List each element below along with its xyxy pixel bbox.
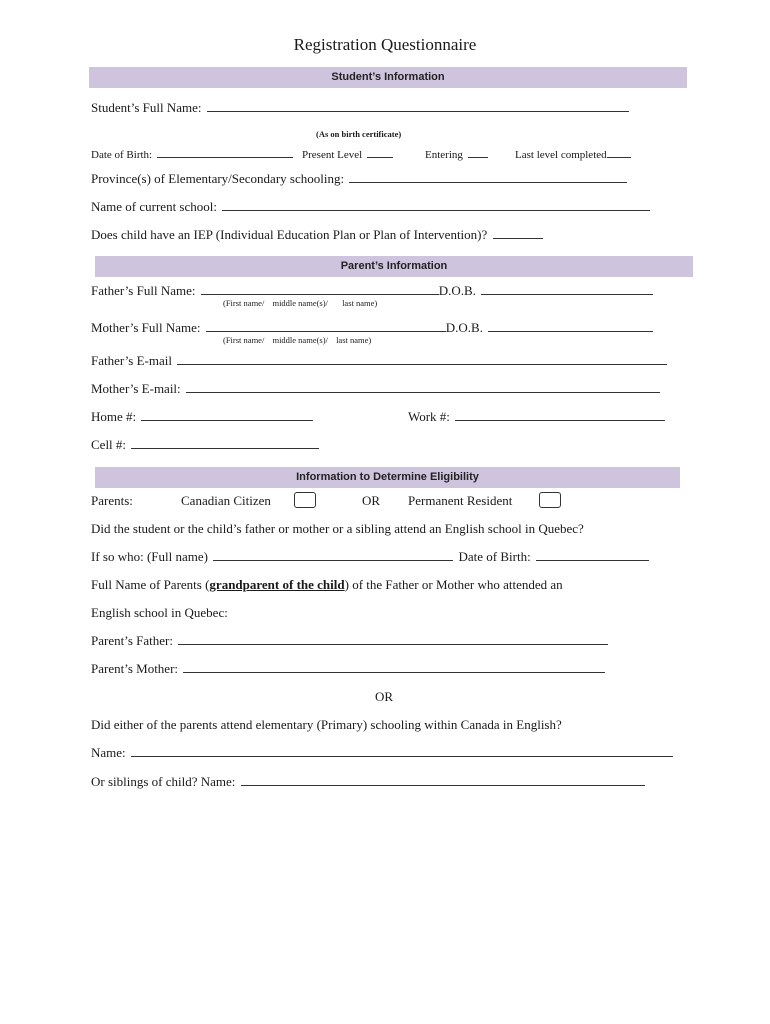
last-level-field[interactable] [607, 148, 631, 158]
canada-question: Did either of the parents attend elementary (Primary) schooling within Canada in English? [91, 717, 562, 732]
if-so-label: If so who: (Full name) [91, 549, 208, 564]
sub-last: last name) [342, 298, 378, 308]
iep-label: Does child have an IEP (Individual Education Plan or Plan of Intervention)? [91, 227, 488, 242]
student-full-name-field[interactable] [207, 100, 629, 112]
english-school-label: English school in Quebec: [91, 605, 228, 620]
if-so-dob-label: Date of Birth: [458, 549, 531, 564]
parents-label: Parents: [91, 493, 133, 508]
citizen-checkbox[interactable] [294, 492, 316, 508]
full-name-suffix: ) of the Father or Mother who attended an [344, 577, 563, 592]
father-email-field[interactable] [177, 353, 667, 365]
present-level-field[interactable] [367, 148, 393, 158]
if-so-field[interactable] [213, 549, 453, 561]
section-header-parent: Parent’s Information [95, 256, 693, 277]
full-name-prefix: Full Name of Parents ( [91, 577, 210, 592]
parents-father-label: Parent’s Father: [91, 633, 173, 648]
birth-certificate-note: (As on birth certificate) [316, 129, 402, 139]
last-level-row [515, 148, 631, 161]
dob-label: Date of Birth: [91, 149, 153, 161]
resident-label: Permanent Resident [408, 493, 513, 508]
siblings-field[interactable] [241, 774, 645, 786]
father-email-row [91, 353, 667, 369]
cell-phone-row [91, 437, 319, 453]
grandparent-text: grandparent of the child [209, 577, 345, 592]
sub-middle: middle name(s)/ [272, 298, 328, 308]
province-field[interactable] [349, 171, 627, 183]
parents-father-row [91, 633, 608, 649]
father-email-label: Father’s E-mail [91, 353, 172, 368]
or-label: OR [362, 493, 381, 508]
father-name-sub [223, 298, 377, 308]
mother-name-row [91, 320, 653, 336]
student-full-name-row [91, 100, 629, 116]
name-label: Name: [91, 745, 126, 760]
or-separator: OR [375, 689, 394, 704]
sub-last: last name) [336, 335, 372, 345]
province-label: Province(s) of Elementary/Secondary schooling: [91, 171, 345, 186]
work-phone-row [408, 409, 665, 425]
name-field[interactable] [131, 745, 673, 757]
section-header-eligibility: Information to Determine Eligibility [95, 467, 680, 488]
parents-mother-label: Parent’s Mother: [91, 661, 179, 676]
mother-email-field[interactable] [186, 381, 660, 393]
father-dob-field[interactable] [481, 283, 653, 295]
father-name-field[interactable] [201, 283, 439, 295]
citizen-label: Canadian Citizen [181, 493, 271, 508]
sub-first: (First name/ [223, 335, 265, 345]
mother-dob-label: D.O.B. [445, 320, 483, 335]
father-name-label: Father’s Full Name: [91, 283, 196, 298]
mother-email-row [91, 381, 660, 397]
entering-label: Entering [425, 149, 463, 161]
if-so-dob-field[interactable] [536, 549, 649, 561]
attend-question: Did the student or the child’s father or mother or a sibling attend an English school in Quebec? [91, 521, 584, 536]
cell-phone-label: Cell #: [91, 437, 127, 452]
current-school-row [91, 199, 650, 215]
current-school-field[interactable] [222, 199, 650, 211]
province-row [91, 171, 627, 187]
entering-row [425, 148, 488, 161]
mother-name-sub [223, 335, 371, 345]
parents-mother-field[interactable] [183, 661, 605, 673]
current-school-label: Name of current school: [91, 199, 217, 214]
iep-field[interactable] [493, 227, 543, 239]
home-phone-row [91, 409, 313, 425]
mother-name-label: Mother’s Full Name: [91, 320, 201, 335]
home-phone-label: Home #: [91, 409, 137, 424]
mother-dob-field[interactable] [488, 320, 653, 332]
siblings-label: Or siblings of child? Name: [91, 774, 236, 789]
full-name-parents-row [91, 577, 563, 593]
student-full-name-label: Student’s Full Name: [91, 100, 202, 115]
cell-phone-field[interactable] [131, 437, 319, 449]
father-name-row [91, 283, 653, 299]
work-phone-label: Work #: [408, 409, 450, 424]
last-level-label: Last level completed [515, 149, 607, 161]
mother-name-field[interactable] [206, 320, 446, 332]
sub-middle: middle name(s)/ [272, 335, 328, 345]
parents-father-field[interactable] [178, 633, 608, 645]
entering-field[interactable] [468, 148, 488, 158]
dob-row [91, 148, 293, 161]
siblings-row [91, 774, 645, 790]
work-phone-field[interactable] [455, 409, 665, 421]
iep-row [91, 227, 543, 243]
section-header-student: Student’s Information [89, 67, 687, 88]
present-level-label: Present Level [302, 149, 363, 161]
present-level-row [302, 148, 393, 161]
if-so-row [91, 549, 649, 565]
mother-email-label: Mother’s E-mail: [91, 381, 181, 396]
dob-field[interactable] [157, 148, 293, 158]
resident-checkbox[interactable] [539, 492, 561, 508]
page-title: Registration Questionnaire [293, 35, 477, 54]
name-row [91, 745, 673, 761]
home-phone-field[interactable] [141, 409, 313, 421]
father-dob-label: D.O.B. [438, 283, 476, 298]
parents-mother-row [91, 661, 605, 677]
sub-first: (First name/ [223, 298, 265, 308]
